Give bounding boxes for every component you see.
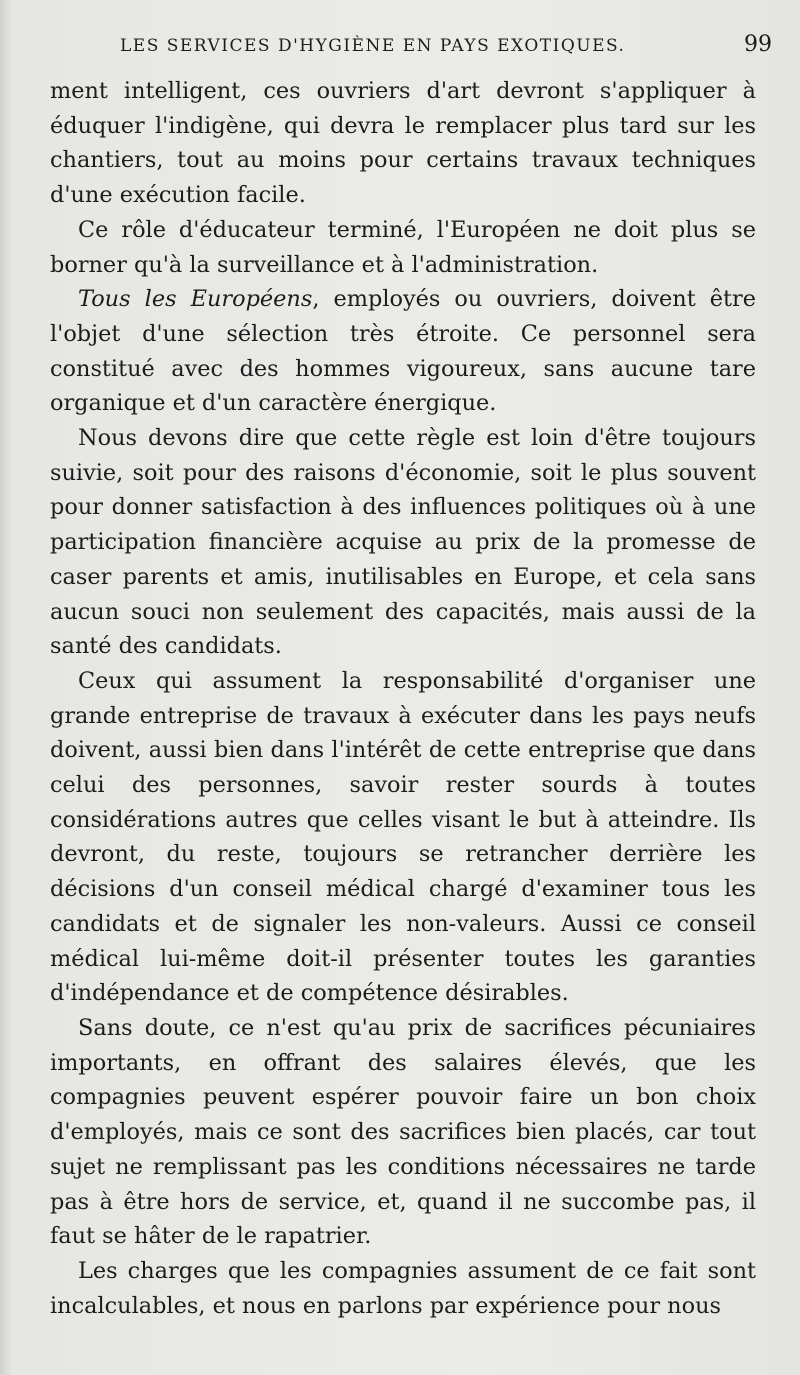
paragraph-1: ment intelligent, ces ouvriers d'art devront s'appliquer à éduquer l'indigène, qui devra le remplacer plus tard sur les chantiers, tout au moins pour certains travaux techniques d'une exécution facile. — [50, 78, 756, 209]
italic-lead: Tous les Européens — [78, 286, 313, 313]
page-header — [120, 30, 772, 70]
page-body — [50, 74, 756, 1323]
paragraph-6: Sans doute, ce n'est qu'au prix de sacrifices pécuniaires importants, en offrant des salaires élevés, que les compagnies peuvent espérer pouvoir faire un bon choix d'employés, mais ce sont des sacrifices bien placés, car tout sujet ne remplissant pas les conditions nécessaires ne tarde pas à être hors de service, et, quand il ne succombe pas, il faut se hâter de le rapatrier. — [50, 1014, 756, 1250]
paragraph-4: Nous devons dire que cette règle est loin d'être toujours suivie, soit pour des raisons d'économie, soit le plus souvent pour donner satisfaction à des influences politiques où à une participation financière acquise au prix de la promesse de caser parents et amis, inutilisables en Europe, et cela sans aucun souci non seulement des capacités, mais aussi de la santé des candidats. — [50, 425, 756, 660]
paragraph-5: Ceux qui assument la responsabilité d'organiser une grande entreprise de travaux à exécuter dans les pays neufs doivent, aussi bien dans l'intérêt de cette entreprise que dans celui des personnes, savoir rester sourds à toutes considérations autres que celles visant le but à atteindre. Ils devront, du reste, toujours se retrancher derrière les décisions d'un conseil médical chargé d'examiner tous les candidats et de signaler les non-valeurs. Aussi ce conseil médical lui-même doit-il présenter toutes les garanties d'indépendance et de compétence désirables. — [50, 667, 756, 1007]
paragraph-2: Ce rôle d'éducateur terminé, l'Européen ne doit plus se borner qu'à la surveillance et à l'administration. — [50, 216, 756, 278]
page-number: 99 — [744, 32, 772, 57]
paragraph-7: Les charges que les compagnies assument de ce fait sont incalculables, et nous en parlons par expérience pour nous — [50, 1257, 756, 1319]
running-head: LES SERVICES D'HYGIÈNE EN PAYS EXOTIQUES. — [120, 36, 626, 56]
paragraph-3 — [50, 282, 756, 421]
paragraph-3-text: , employés ou ouvriers, doivent être l'objet d'une sélection très étroite. Ce personnel sera constitué avec des hommes vigoureux, sans aucune tare organique et d'un caractère énergique. — [50, 286, 756, 417]
